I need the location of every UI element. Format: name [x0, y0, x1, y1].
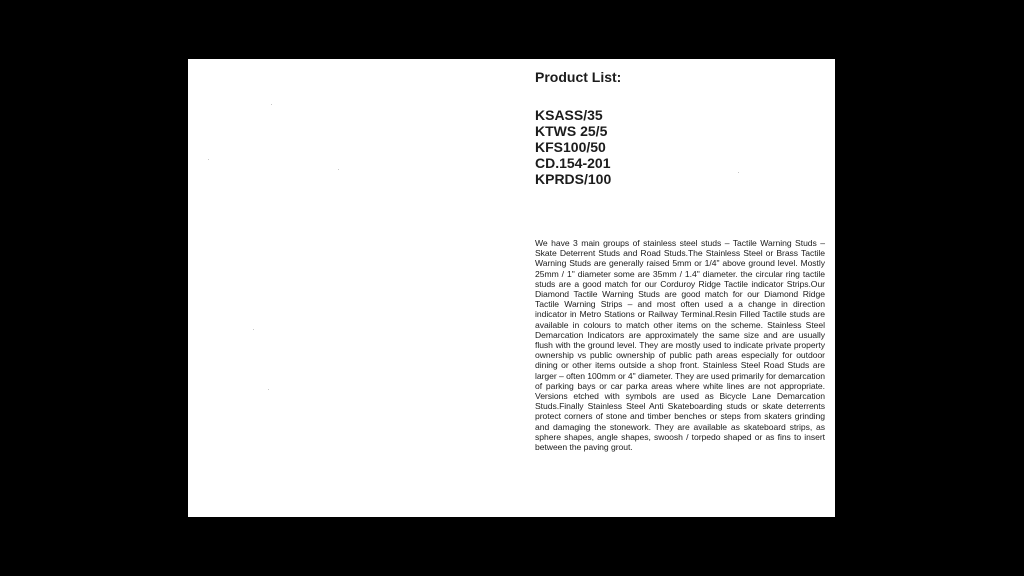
document-page: [188, 59, 835, 517]
scan-speck: [271, 104, 272, 105]
product-code: KPRDS/100: [535, 171, 612, 187]
product-list-heading: Product List:: [535, 69, 622, 85]
scan-speck: [208, 159, 209, 160]
product-code: KFS100/50: [535, 139, 606, 155]
product-description: We have 3 main groups of stainless steel studs – Tactile Warning Studs – Skate Deterrent Studs and Road Studs.The Stainless Steel or Brass Tactile Warning Studs are generally raised 5mm or 1/4" above ground level. Mostly 25mm / 1" diameter some are 35mm / 1.4" diameter. the circular ring tactile studs are a good match for our Corduroy Ridge Tactile indicator Strips.Our Diamond Tactile Warning Studs are good match for our Diamond Ridge Tactile Warning Strips – and most often used a a change in direction indicator in Metro Stations or Railway Terminal.Resin Filled Tactile studs are available in colours to match other items on the scheme. Stainless Steel Demarcation Indicators are approximately the same size and are usually flush with the ground level. They are mostly used to indicate private property ownership vs public ownership of public path areas especially for outdoor dining or other items outside a shop front. Stainless Steel Road Studs are larger – often 100mm or 4" diameter. They are used primarily for demarcation of parking bays or car parka areas where white lines are not appropriate. Versions etched with symbols are used as Bicycle Lane Demarcation Studs.Finally Stainless Steel Anti Skateboarding studs or skate deterrents protect corners of stone and timber benches or steps from skaters grinding and damaging the stonework. They are available as skateboard strips, as sphere shapes, angle shapes, swoosh / torpedo shaped or as fins to insert between the paving grout.: [535, 238, 825, 453]
product-list: [535, 107, 825, 187]
product-code: CD.154-201: [535, 155, 611, 171]
product-info-section: [535, 69, 825, 453]
scan-speck: [338, 169, 339, 170]
scan-speck: [253, 329, 254, 330]
product-code: KTWS 25/5: [535, 123, 608, 139]
scan-speck: [268, 389, 269, 390]
product-code: KSASS/35: [535, 107, 603, 123]
